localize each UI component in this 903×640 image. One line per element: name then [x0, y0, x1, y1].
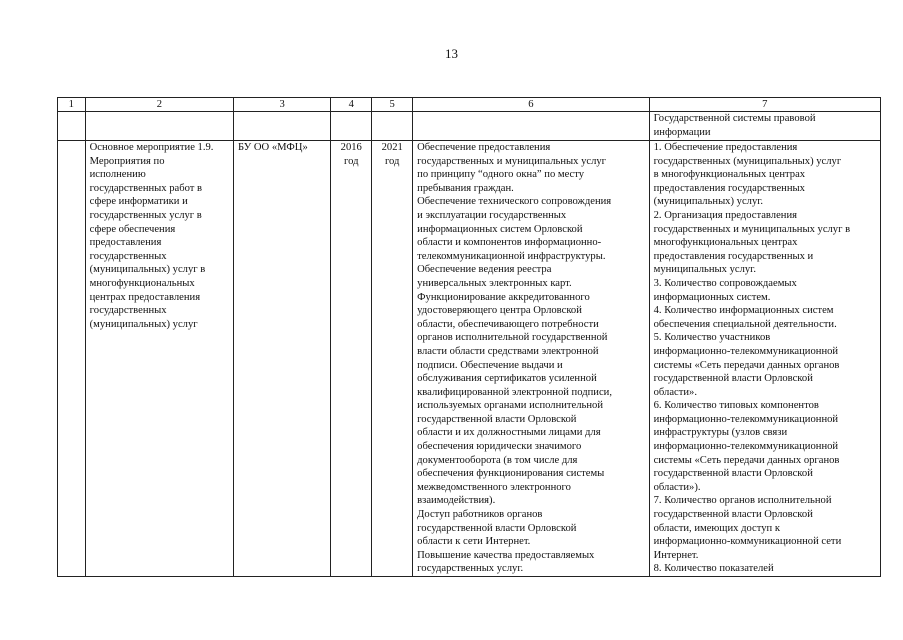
text-line: Основное мероприятие 1.9. — [89, 142, 214, 153]
text-line: Мероприятия по — [89, 155, 165, 167]
header-cell-5: 5 — [372, 98, 413, 112]
start-year-cell — [331, 141, 372, 577]
cont-cell-7-lines — [654, 112, 878, 139]
text-line: исполнению — [89, 169, 146, 181]
measure-name-cell — [85, 141, 233, 577]
text-line: государственной власти Орловской — [653, 468, 813, 480]
text-line: инфраструктуры (узлов связи — [653, 427, 788, 439]
text-line: (муниципальных) услуг в — [89, 264, 206, 276]
end-year-cell — [372, 141, 413, 577]
measures-table — [57, 97, 881, 577]
text-line: обеспечения юридически значимого — [417, 441, 582, 453]
text-line: области, имеющих доступ к — [653, 522, 780, 534]
text-line: многофункциональных — [89, 277, 195, 289]
cont-cell-4 — [331, 112, 372, 141]
text-line: органов исполнительной государственной — [417, 332, 608, 344]
header-cell-4: 4 — [331, 98, 372, 112]
text-line: телекоммуникационной инфраструктуры. — [417, 250, 606, 262]
table-header-row — [58, 98, 881, 112]
text-line: межведомственного электронного — [417, 481, 571, 493]
text-line: 7. Количество органов исполнительной — [653, 495, 832, 507]
text-line: 8. Количество показателей — [653, 563, 774, 575]
text-line: Обеспечение ведения реестра — [417, 264, 552, 276]
text-line: год — [344, 155, 359, 167]
page-number: 13 — [445, 46, 458, 61]
text-line: государственной власти Орловской — [417, 522, 577, 534]
text-line: 4. Количество информационных систем — [653, 305, 834, 317]
text-line: в многофункциональных центрах — [653, 169, 806, 181]
text-line: государственных работ в — [89, 182, 203, 194]
text-line: (муниципальных) услуг. — [653, 196, 764, 208]
text-line: сфере обеспечения — [89, 223, 176, 235]
text-line: используемых органами исполнительной — [417, 400, 604, 412]
text-line: документооборота (в том числе для — [417, 454, 578, 466]
text-line: удостоверяющего центра Орловской — [417, 305, 582, 317]
text-line: центрах предоставления — [89, 291, 201, 303]
text-line: Повышение качества предоставляемых — [417, 549, 595, 561]
text-line: государственной власти Орловской — [653, 509, 813, 521]
text-line: государственной власти Орловской — [653, 373, 813, 385]
text-line: государственных — [89, 305, 167, 317]
text-line: подписи. Обеспечение выдачи и — [417, 359, 563, 371]
text-line: год — [384, 155, 400, 167]
cont-cell-6 — [413, 112, 649, 141]
text-line: 2021 — [381, 142, 403, 153]
text-line: информации — [653, 126, 711, 138]
text-line: Функционирование аккредитованного — [417, 291, 590, 303]
executor-lines — [238, 141, 328, 155]
text-line: 5. Количество участников — [653, 332, 771, 344]
text-line: области, обеспечивающего потребности — [417, 318, 599, 330]
cont-cell-3 — [234, 112, 331, 141]
text-line: (муниципальных) услуг — [89, 318, 198, 330]
text-line: информационно-телекоммуникационной — [653, 441, 839, 453]
text-line: области к сети Интернет. — [417, 536, 531, 548]
text-line: государственных услуг в — [89, 209, 202, 221]
text-line: информационно-телекоммуникационной — [653, 413, 839, 425]
text-line: области и их должностными лицами для — [417, 427, 601, 439]
text-line: государственных (муниципальных) услуг — [653, 155, 842, 167]
text-line: области». — [653, 386, 697, 398]
text-line: БУ ОО «МФЦ» — [238, 142, 308, 153]
text-line: государственных и муниципальных услуг — [417, 155, 606, 167]
text-line: государственных — [89, 250, 167, 262]
text-line: предоставления государственных и — [653, 250, 814, 262]
executor-cell — [234, 141, 331, 577]
text-line: квалифицированной электронной подписи, — [417, 386, 612, 398]
text-line: предоставления — [89, 237, 162, 249]
text-line: области и компонентов информационно- — [417, 237, 602, 249]
text-line: 6. Количество типовых компонентов — [653, 400, 819, 412]
header-cell-3: 3 — [234, 98, 331, 112]
text-line: сфере информатики и — [89, 196, 188, 208]
text-line: обеспечения специальной деятельности. — [653, 318, 837, 330]
text-line: информационно-телекоммуникационной — [653, 345, 839, 357]
text-line: многофункциональных центрах — [653, 237, 798, 249]
expected-results-lines — [417, 141, 646, 576]
indicators-cell — [649, 141, 880, 577]
text-line: государственных и муниципальных услуг в — [653, 223, 851, 235]
text-line: государственной власти Орловской — [417, 413, 577, 425]
text-line: Обеспечение технического сопровождения — [417, 196, 612, 208]
table-row — [58, 141, 881, 577]
start-year-lines — [333, 141, 369, 168]
cont-cell-2 — [85, 112, 233, 141]
main-cell-1 — [58, 141, 86, 577]
text-line: 2. Организация предоставления — [653, 209, 797, 221]
indicators-lines — [654, 141, 878, 576]
text-line: информационных систем. — [653, 291, 771, 303]
text-line: взаимодействия). — [417, 495, 496, 507]
text-line: пребывания граждан. — [417, 182, 514, 194]
text-line: муниципальных услуг. — [653, 264, 756, 276]
cont-cell-1 — [58, 112, 86, 141]
text-line: 1. Обеспечение предоставления — [653, 142, 798, 153]
header-cell-6: 6 — [413, 98, 649, 112]
text-line: Обеспечение предоставления — [417, 142, 551, 153]
text-line: власти области средствами электронной — [417, 345, 599, 357]
text-line: информационных систем Орловской — [417, 223, 583, 235]
end-year-lines — [374, 141, 410, 168]
text-line: системы «Сеть передачи данных органов — [653, 454, 840, 466]
text-line: предоставления государственных — [653, 182, 805, 194]
measure-name-lines — [90, 141, 231, 331]
text-line: информационно-коммуникационной сети — [653, 536, 842, 548]
header-cell-1: 1 — [58, 98, 86, 112]
text-line: Доступ работников органов — [417, 509, 543, 521]
header-cell-2: 2 — [85, 98, 233, 112]
text-line: по принципу “одного окна” по месту — [417, 169, 585, 181]
text-line: Государственной системы правовой — [653, 113, 816, 124]
header-cell-7: 7 — [649, 98, 880, 112]
cont-cell-5 — [372, 112, 413, 141]
text-line: универсальных электронных карт. — [417, 277, 572, 289]
text-line: области»). — [653, 481, 701, 493]
text-line: Интернет. — [653, 549, 699, 561]
text-line: и эксплуатации государственных — [417, 209, 567, 221]
cont-cell-7 — [649, 112, 880, 141]
text-line: 3. Количество сопровождаемых — [653, 277, 797, 289]
text-line: 2016 — [340, 142, 362, 153]
text-line: обеспечения функционирования системы — [417, 468, 605, 480]
text-line: обслуживания сертификатов усиленной — [417, 373, 597, 385]
continuation-row — [58, 112, 881, 141]
text-line: системы «Сеть передачи данных органов — [653, 359, 840, 371]
expected-results-cell — [413, 141, 649, 577]
text-line: государственных услуг. — [417, 563, 524, 575]
